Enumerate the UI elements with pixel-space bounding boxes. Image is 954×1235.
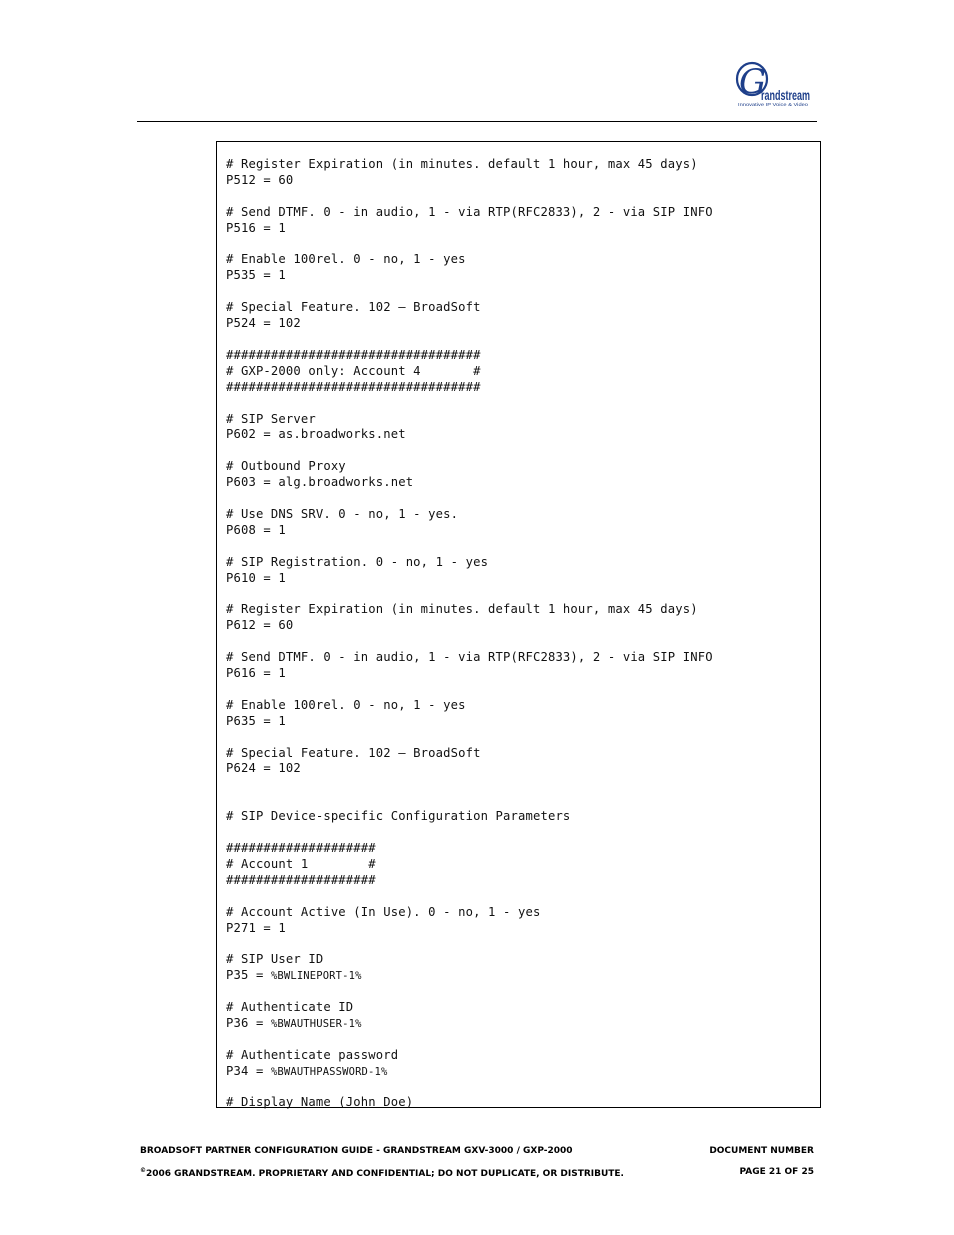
- code-line: [226, 396, 713, 412]
- code-line: [226, 586, 713, 602]
- code-line: [226, 316, 713, 332]
- code-text: # Enable 100rel. 0 - no, 1 - yes: [226, 252, 466, 267]
- code-line: [226, 157, 713, 173]
- code-line: [226, 364, 713, 380]
- code-line: [226, 793, 713, 809]
- code-line: [226, 443, 713, 459]
- grandstream-logo-mark: [734, 58, 818, 110]
- logo-initial: G: [739, 62, 767, 102]
- code-line: [226, 873, 713, 889]
- code-line: [226, 825, 713, 841]
- code-line: [226, 523, 713, 539]
- code-line: [226, 332, 713, 348]
- code-line: [226, 380, 713, 396]
- code-text: P608 = 1: [226, 522, 286, 537]
- code-line: [226, 761, 713, 777]
- code-line: [226, 666, 713, 682]
- code-line: [226, 921, 713, 937]
- code-text: P512 = 60: [226, 172, 294, 187]
- code-line: [226, 475, 713, 491]
- code-line: [226, 968, 713, 984]
- code-text: P603 = alg.broadworks.net: [226, 475, 414, 490]
- code-line: [226, 1080, 713, 1096]
- code-text: # Display Name (John Doe): [226, 1095, 414, 1110]
- code-text: P624 = 102: [226, 761, 301, 776]
- config-code-lines: [226, 157, 713, 1111]
- code-variable: %BWAUTHPASSWORD-1%: [270, 1065, 388, 1078]
- footer-document-number: DOCUMENT NUMBER: [709, 1146, 814, 1156]
- logo-tagline: Innovative IP Voice & Video: [738, 102, 809, 107]
- code-line: [226, 1064, 713, 1080]
- code-text: # SIP Device-specific Configuration Parameters: [226, 809, 571, 824]
- code-line: [226, 189, 713, 205]
- code-text: P34 =: [226, 1063, 271, 1078]
- code-text: # Outbound Proxy: [226, 459, 346, 474]
- code-line: [226, 555, 713, 571]
- code-text: P516 = 1: [226, 220, 286, 235]
- code-line: [226, 300, 713, 316]
- code-line: [226, 698, 713, 714]
- code-text: ##################################: [226, 347, 481, 362]
- code-line: [226, 936, 713, 952]
- code-line: [226, 730, 713, 746]
- code-text: # Account Active (In Use). 0 - no, 1 - yes: [226, 904, 541, 919]
- code-line: [226, 205, 713, 221]
- code-text: # Enable 100rel. 0 - no, 1 - yes: [226, 697, 466, 712]
- grandstream-logo: [734, 58, 818, 110]
- code-line: [226, 173, 713, 189]
- code-text: # Register Expiration (in minutes. default 1 hour, max 45 days): [226, 602, 698, 617]
- code-text: # Authenticate password: [226, 1047, 399, 1062]
- code-text: P535 = 1: [226, 268, 286, 283]
- code-text: # GXP-2000 only: Account 4 #: [226, 363, 481, 378]
- code-line: [226, 602, 713, 618]
- code-text: P635 = 1: [226, 713, 286, 728]
- code-line: [226, 237, 713, 253]
- code-line: [226, 952, 713, 968]
- logo-wordmark: randstream: [761, 88, 810, 103]
- code-line: [226, 809, 713, 825]
- code-text: # SIP Registration. 0 - no, 1 - yes: [226, 554, 489, 569]
- code-line: [226, 905, 713, 921]
- code-text: P612 = 60: [226, 618, 294, 633]
- code-line: [226, 221, 713, 237]
- code-line: [226, 1000, 713, 1016]
- code-text: ##################################: [226, 379, 481, 394]
- code-line: [226, 491, 713, 507]
- code-text: P271 = 1: [226, 920, 286, 935]
- code-line: [226, 1032, 713, 1048]
- code-text: ####################: [226, 872, 376, 887]
- code-text: # Authenticate ID: [226, 1000, 354, 1015]
- footer-copyright: [140, 1167, 624, 1179]
- code-line: [226, 348, 713, 364]
- header-divider: [137, 121, 817, 122]
- code-line: [226, 1016, 713, 1032]
- code-text: P36 =: [226, 1015, 271, 1030]
- code-text: P602 = as.broadworks.net: [226, 427, 406, 442]
- code-line: [226, 507, 713, 523]
- code-line: [226, 459, 713, 475]
- code-text: P524 = 102: [226, 316, 301, 331]
- code-line: [226, 682, 713, 698]
- code-text: # Account 1 #: [226, 856, 376, 871]
- code-line: [226, 984, 713, 1000]
- code-text: # SIP Server: [226, 411, 316, 426]
- code-line: [226, 857, 713, 873]
- code-line: [226, 777, 713, 793]
- code-text: P616 = 1: [226, 666, 286, 680]
- code-text: # Special Feature. 102 – BroadSoft: [226, 745, 481, 760]
- code-line: [226, 571, 713, 587]
- code-text: # SIP User ID: [226, 952, 324, 967]
- copyright-symbol: ©: [140, 1167, 146, 1174]
- code-line: [226, 746, 713, 762]
- code-text: # Register Expiration (in minutes. default 1 hour, max 45 days): [226, 157, 698, 171]
- code-line: [226, 412, 713, 428]
- code-variable: %BWAUTHUSER-1%: [270, 1017, 362, 1030]
- code-line: [226, 268, 713, 284]
- code-variable: %BWLINEPORT-1%: [270, 970, 362, 983]
- code-line: [226, 634, 713, 650]
- code-text: # Send DTMF. 0 - in audio, 1 - via RTP(RFC2833), 2 - via SIP INFO: [226, 204, 713, 219]
- code-line: [226, 252, 713, 268]
- code-line: [226, 427, 713, 443]
- code-text: # Send DTMF. 0 - in audio, 1 - via RTP(RFC2833), 2 - via SIP INFO: [226, 650, 713, 665]
- code-text: ####################: [226, 840, 376, 855]
- copyright-text: 2006 GRANDSTREAM. PROPRIETARY AND CONFIDENTIAL; DO NOT DUPLICATE, OR DISTRIBUTE.: [146, 1169, 624, 1179]
- code-text: # Use DNS SRV. 0 - no, 1 - yes.: [226, 506, 459, 521]
- code-line: [226, 714, 713, 730]
- code-line: [226, 618, 713, 634]
- code-line: [226, 650, 713, 666]
- code-line: [226, 1048, 713, 1064]
- footer-guide-title: BROADSOFT PARTNER CONFIGURATION GUIDE - GRANDSTREAM GXV-3000 / GXP-2000: [140, 1146, 573, 1156]
- code-line: [226, 539, 713, 555]
- code-text: P35 =: [226, 968, 271, 983]
- code-line: [226, 889, 713, 905]
- config-code-box: [216, 141, 821, 1108]
- code-line: [226, 841, 713, 857]
- footer-page-number: PAGE 21 OF 25: [739, 1167, 814, 1177]
- code-text: P610 = 1: [226, 570, 286, 585]
- code-line: [226, 284, 713, 300]
- code-text: # Special Feature. 102 – BroadSoft: [226, 300, 481, 315]
- code-line: [226, 1095, 713, 1111]
